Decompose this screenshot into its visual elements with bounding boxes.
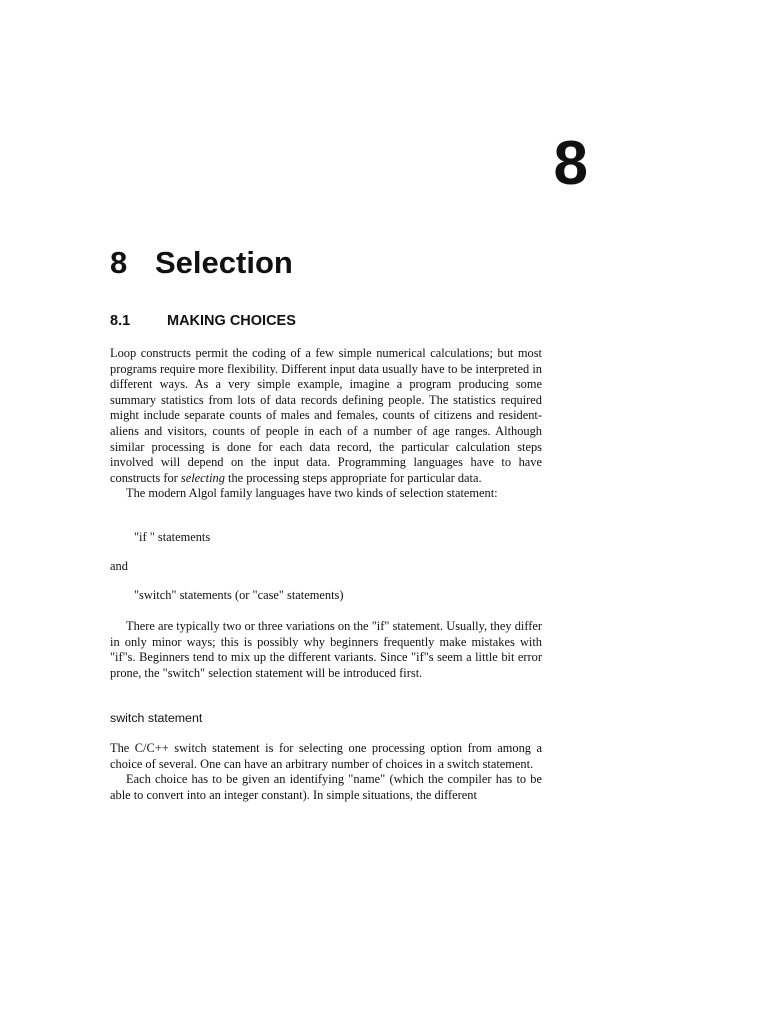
- switch-statement-item: "switch" statements (or "case" statements): [134, 588, 344, 602]
- if-statement-item: "if " statements: [134, 530, 211, 544]
- intro-paragraph-tail: the processing steps appropriate for particular data.: [224, 470, 482, 485]
- switch-paragraph-2: Each choice has to be given an identifying "name" (which the compiler has to be able to convert into an integer constant). In simple situations, the different: [110, 772, 542, 802]
- algol-paragraph: The modern Algol family languages have two kinds of selection statement:: [126, 486, 498, 501]
- section-title: MAKING CHOICES: [167, 313, 296, 329]
- variations-text-block: [110, 619, 542, 681]
- subsection-heading: switch statement: [110, 711, 203, 725]
- chapter-title-number: 8: [110, 245, 128, 280]
- chapter-title-text: Selection: [155, 245, 293, 280]
- intro-paragraph: [110, 346, 542, 486]
- chapter-title: [110, 243, 293, 283]
- variations-paragraph: There are typically two or three variations on the "if" statement. Usually, they differ in only minor ways; this is possibly why beginners frequently make mistakes with "if"s. Beginners tend to mix up the different variants. Since "if"s seem a little bit error prone, the "switch" selection statement will be introduced first.: [110, 619, 542, 680]
- switch-paragraph-1: The C/C++ switch statement is for selecting one processing option from among a choice of several. One can have an arbitrary number of choices in a switch statement.: [110, 741, 542, 771]
- section-heading: [110, 311, 296, 331]
- intro-text-block: [110, 346, 542, 502]
- section-number: 8.1: [110, 313, 131, 329]
- switch-text-block: [110, 741, 542, 803]
- intro-paragraph-emphasis: selecting: [180, 470, 225, 485]
- chapter-number-large: 8: [553, 129, 588, 198]
- conjunction-text: and: [110, 559, 128, 573]
- intro-paragraph-text: Loop constructs permit the coding of a few simple numerical calculations; but most programs require more flexibility. Different input data usually have to be interpreted in different ways. As a very simple example, imagine a program producing some summary statistics from lots of data records defining people. The statistics required might include separate counts of males and females, counts of citizens and resident-aliens and visitors, counts of people in each of a number of age ranges. Although similar processing is done for each data record, the particular calculation steps involved will depend on the input data. Programming languages have to have constructs for: [110, 346, 542, 485]
